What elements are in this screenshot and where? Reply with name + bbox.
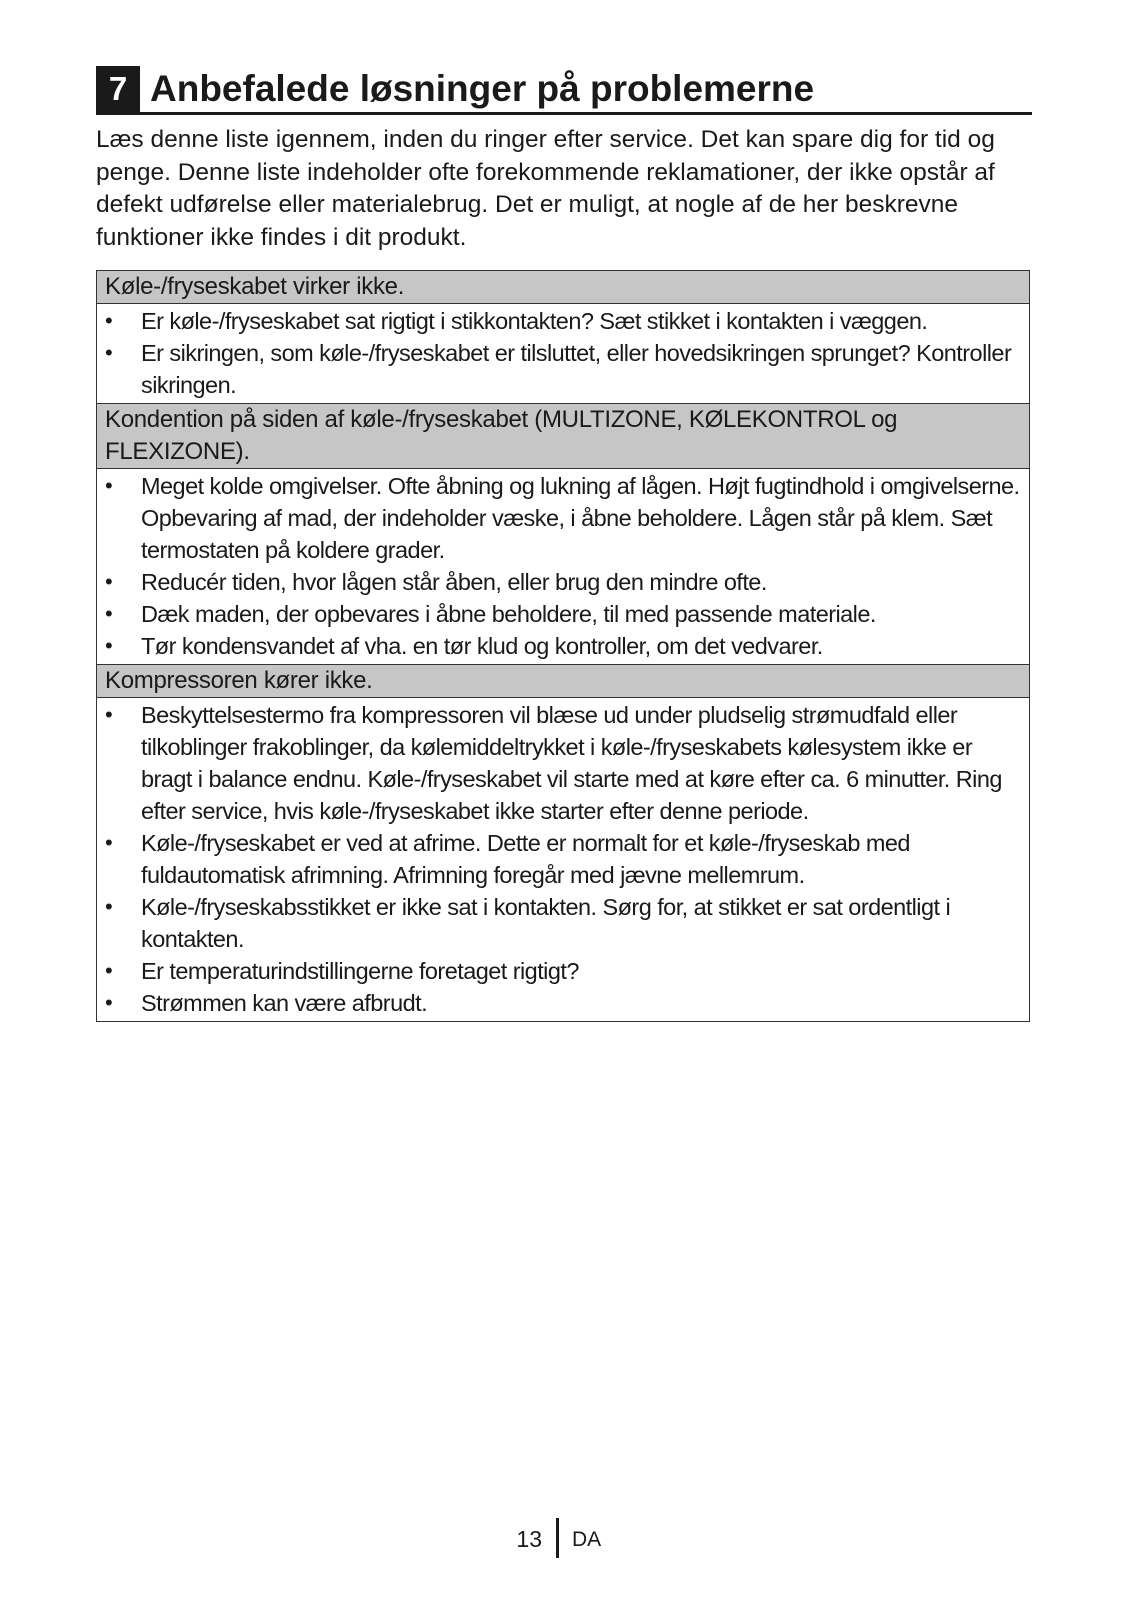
- solution-text: Dæk maden, der opbevares i åbne beholdere, til med passende materiale.: [141, 601, 876, 627]
- section-header: [96, 66, 1032, 115]
- solution-item: [97, 598, 1029, 630]
- solution-text: Strømmen kan være afbrudt.: [141, 990, 428, 1016]
- solution-text: Køle-/fryseskabet er ved at afrime. Dette er normalt for et køle-/fryseskab med fuldautomatisk afrimning. Afrimning foregår med jævne mellemrum.: [141, 830, 910, 888]
- bullet-icon: •: [105, 340, 113, 365]
- solution-item: [97, 955, 1029, 987]
- solution-item: [97, 337, 1029, 401]
- problem-heading: Kondention på siden af køle-/fryseskabet (MULTIZONE, KØLEKONTROL og FLEXIZONE).: [97, 404, 1030, 469]
- solution-text: Er sikringen, som køle-/fryseskabet er tilsluttet, eller hovedsikringen sprunget? Kontroller sikringen.: [141, 340, 1012, 398]
- solution-list: [97, 698, 1029, 1021]
- bullet-icon: •: [105, 633, 113, 658]
- bullet-icon: •: [105, 894, 113, 919]
- bullet-icon: •: [105, 702, 113, 727]
- section-title: Anbefalede løsninger på problemerne: [150, 68, 815, 109]
- bullet-icon: •: [105, 569, 113, 594]
- bullet-icon: •: [105, 601, 113, 626]
- troubleshooting-table: [96, 270, 1030, 1022]
- solution-row: [97, 304, 1030, 404]
- solution-item: [97, 987, 1029, 1019]
- solution-list: [97, 304, 1029, 403]
- intro-paragraph: Læs denne liste igennem, inden du ringer efter service. Det kan spare dig for tid og penge. Denne liste indeholder ofte forekommende reklamationer, der ikke opstår af defekt udførelse eller materialebrug. Det er muligt, at nogle af de her beskrevne funktioner ikke findes i dit produkt.: [96, 126, 995, 251]
- solution-item: [97, 470, 1029, 566]
- solution-item: [97, 566, 1029, 598]
- footer-divider: [556, 1518, 559, 1558]
- page-number: 13: [516, 1526, 542, 1552]
- problem-heading-row: [97, 665, 1030, 698]
- solution-item: [97, 630, 1029, 662]
- solution-text: Reducér tiden, hvor lågen står åben, eller brug den mindre ofte.: [141, 569, 767, 595]
- solution-list: [97, 469, 1029, 664]
- problem-heading-row: [97, 404, 1030, 469]
- solution-text: Tør kondensvandet af vha. en tør klud og kontroller, om det vedvarer.: [141, 633, 823, 659]
- bullet-icon: •: [105, 308, 113, 333]
- solution-text: Er temperaturindstillingerne foretaget rigtigt?: [141, 958, 579, 984]
- solution-text: Er køle-/fryseskabet sat rigtigt i stikkontakten? Sæt stikket i kontakten i væggen.: [141, 308, 928, 334]
- problem-heading-row: [97, 271, 1030, 304]
- solution-text: Meget kolde omgivelser. Ofte åbning og lukning af lågen. Højt fugtindhold i omgivelserne. Opbevaring af mad, der indeholder væske, i åbne beholdere. Lågen står på klem. Sæt termostaten på koldere grader.: [141, 473, 1020, 563]
- bullet-icon: •: [105, 958, 113, 983]
- language-code: DA: [572, 1528, 602, 1551]
- bullet-icon: •: [105, 830, 113, 855]
- solution-item: [97, 891, 1029, 955]
- solution-item: [97, 699, 1029, 827]
- solution-row: [97, 698, 1030, 1022]
- problem-heading: Kompressoren kører ikke.: [97, 665, 1030, 698]
- bullet-icon: •: [105, 473, 113, 498]
- bullet-icon: •: [105, 990, 113, 1015]
- solution-item: [97, 827, 1029, 891]
- solution-item: [97, 305, 1029, 337]
- solution-row: [97, 469, 1030, 665]
- section-number: 7: [96, 66, 140, 112]
- solution-text: Køle-/fryseskabsstikket er ikke sat i kontakten. Sørg for, at stikket er sat ordentligt i kontakten.: [141, 894, 951, 952]
- problem-heading: Køle-/fryseskabet virker ikke.: [97, 271, 1030, 304]
- solution-text: Beskyttelsestermo fra kompressoren vil blæse ud under pludselig strømudfald eller tilkoblinger frakoblinger, da kølemiddeltrykket i køle-/fryseskabets kølesystem ikke er bragt i balance endnu. Køle-/fryseskabet vil starte med at køre efter ca. 6 minutter. Ring efter service, hvis køle-/fryseskabet ikke starter efter denne periode.: [141, 702, 1002, 824]
